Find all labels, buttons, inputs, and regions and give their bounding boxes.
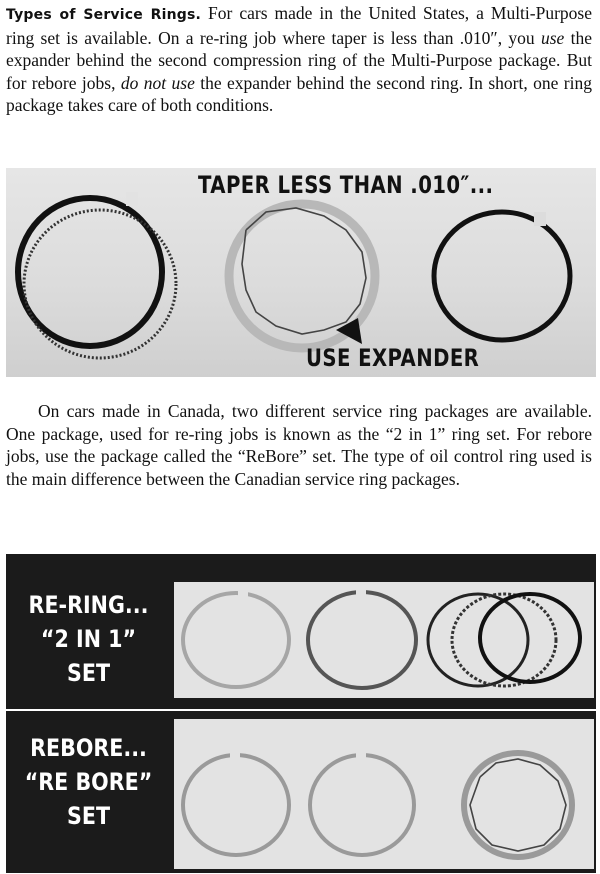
service-ring (183, 593, 289, 687)
wavy-expander (242, 208, 366, 334)
ring-illustration (6, 168, 596, 377)
label-line: REBORE... (30, 734, 147, 762)
service-ring (452, 594, 556, 686)
emphasis-text: use (540, 27, 565, 48)
ring-gap (238, 590, 248, 598)
ring-illustration (174, 582, 594, 698)
ring-gap (230, 751, 240, 759)
panel-label (6, 731, 171, 833)
service-ring (183, 755, 289, 855)
service-ring (428, 594, 528, 686)
panel-rebore-set (6, 711, 596, 873)
service-ring (308, 592, 416, 688)
ring-gap (126, 192, 138, 206)
figure-caption: USE EXPANDER (306, 344, 480, 372)
service-ring (480, 594, 580, 682)
paragraph-canadian-packages: On cars made in Canada, two different service ring packages are available. One package, used for re-ring jobs is known as the “2 in 1” ring set. For rebore jobs, use the package called the “ReBore” set. The type of oil control ring used is the main difference between the Canadian service ring packages. (6, 401, 592, 489)
ring-gap (534, 212, 546, 226)
label-line: RE-RING... (28, 591, 149, 619)
emphasis-text: do not use (120, 72, 195, 93)
oil-ring (464, 753, 572, 857)
expander-ring (24, 210, 176, 358)
ring-gap (356, 589, 366, 597)
compression-ring (434, 212, 570, 340)
ring-photo (174, 582, 594, 698)
photo-multipurpose-rings (6, 168, 596, 377)
paragraph-text: For cars made in the United States, a Multi-Purpose ring set is available. On a re-ring job where taper is less than .010″, you (6, 3, 593, 48)
panel-label (6, 588, 171, 690)
paragraph-text: the expander behind the second compression ring of the Multi-Purpose package. But for rebore jobs, (6, 27, 592, 93)
paragraph-text: the expander behind the second ring. In short, one ring package takes care of both conditions. (6, 72, 592, 116)
label-line: “2 IN 1” (40, 625, 137, 653)
ring-illustration (174, 719, 594, 869)
figure-caption: TAPER LESS THAN .010″... (198, 171, 494, 199)
compression-ring (18, 198, 162, 346)
section-heading: Types of Service Rings. (6, 7, 202, 23)
ring-photo (174, 719, 594, 869)
paragraph-taper-intro (6, 2, 592, 117)
label-line: “RE BORE” (24, 768, 153, 796)
label-line: SET (66, 659, 111, 687)
ring-gap (356, 751, 366, 759)
panel-re-ring-set (6, 554, 596, 709)
wavy-expander (470, 759, 566, 851)
label-line: SET (66, 802, 111, 830)
service-ring (310, 755, 414, 855)
